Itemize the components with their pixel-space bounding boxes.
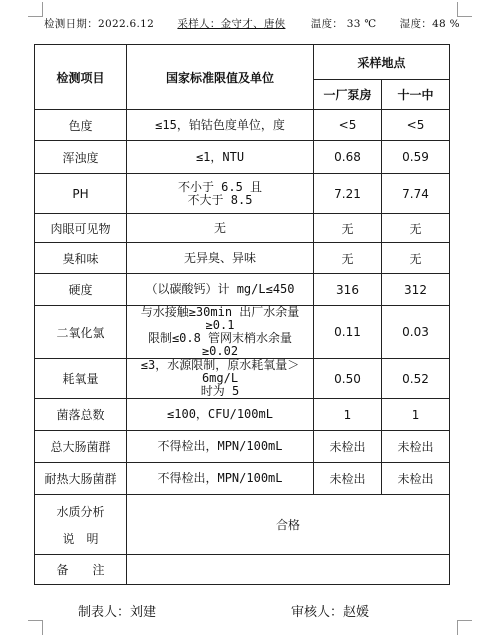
header-location: 采样地点: [314, 45, 450, 80]
table-row: [35, 110, 450, 141]
table-row: [35, 214, 450, 243]
row-value-site-1: <5: [314, 110, 382, 141]
row-standard: [127, 359, 314, 399]
row-value-site-2: 未检出: [382, 463, 450, 495]
row-value-site-1: 未检出: [314, 463, 382, 495]
analysis-result: 合格: [127, 495, 450, 555]
table-row: [35, 359, 450, 399]
water-quality-table: [34, 44, 450, 585]
row-value-site-1: 0.11: [314, 306, 382, 359]
row-item: 硬度: [35, 274, 127, 306]
row-standard-line-1: 与水接触≥30min 出厂水余量≥0.1: [140, 305, 300, 332]
row-value-site-1: 1: [314, 399, 382, 431]
row-value-site-1: 未检出: [314, 431, 382, 463]
row-standard: （以碳酸钙）计 mg/L≤450: [127, 274, 314, 306]
table-maker: 制表人：刘建: [78, 605, 157, 620]
row-item: 菌落总数: [35, 399, 127, 431]
row-standard-line-2: 不大于 8.5: [187, 192, 253, 207]
remarks-value: [127, 555, 450, 585]
table-row: [35, 399, 450, 431]
row-value-site-2: 0.59: [382, 141, 450, 174]
row-standard: 无异臭、异味: [127, 243, 314, 274]
table-row: [35, 243, 450, 274]
row-item: 耐热大肠菌群: [35, 463, 127, 495]
row-standard: 无: [127, 214, 314, 243]
humidity: 湿度：48 %: [399, 18, 460, 30]
table-row: [35, 431, 450, 463]
crop-mark-top-right: [457, 2, 472, 17]
row-item: 色度: [35, 110, 127, 141]
row-value-site-1: 0.50: [314, 359, 382, 399]
row-standard-line-2: 限制≤0.8 管网末梢水余量≥0.02: [147, 331, 293, 358]
row-item: 总大肠菌群: [35, 431, 127, 463]
row-standard: ≤15，铂钴色度单位，度: [127, 110, 314, 141]
row-item: 二氧化氯: [35, 306, 127, 359]
row-value-site-1: 7.21: [314, 174, 382, 214]
sampling-info-line: [44, 16, 464, 31]
row-value-site-2: 0.03: [382, 306, 450, 359]
row-value-site-2: <5: [382, 110, 450, 141]
header-item: 检测项目: [35, 45, 127, 110]
analysis-label-line-1: 水质分析: [56, 504, 105, 519]
temperature: 温度： 33 ℃: [310, 18, 377, 30]
row-item: 浑浊度: [35, 141, 127, 174]
row-value-site-1: 0.68: [314, 141, 382, 174]
row-value-site-2: 7.74: [382, 174, 450, 214]
row-value-site-1: 无: [314, 243, 382, 274]
row-value-site-2: 0.52: [382, 359, 450, 399]
row-item: 耗氧量: [35, 359, 127, 399]
samplers: 采样人：金守才、唐俠: [177, 18, 286, 30]
crop-mark-bottom-right: [457, 620, 472, 635]
row-item: PH: [35, 174, 127, 214]
analysis-row: [35, 495, 450, 555]
row-standard-line-1: ≤3，水源限制，原水耗氧量＞6mg/L: [140, 358, 300, 385]
analysis-label: [35, 495, 127, 555]
row-value-site-1: 316: [314, 274, 382, 306]
row-value-site-2: 未检出: [382, 431, 450, 463]
row-standard: [127, 174, 314, 214]
remarks-row: [35, 555, 450, 585]
test-date: 检测日期：2022.6.12: [44, 18, 155, 30]
table-row: [35, 174, 450, 214]
header-site-2: 十一中: [382, 80, 450, 110]
header-site-1: 一厂泵房: [314, 80, 382, 110]
row-value-site-2: 312: [382, 274, 450, 306]
row-standard: ≤100，CFU/100mL: [127, 399, 314, 431]
table-row: [35, 274, 450, 306]
row-standard: [127, 306, 314, 359]
row-standard: ≤1，NTU: [127, 141, 314, 174]
table-row: [35, 141, 450, 174]
header-row: [35, 45, 450, 80]
table-row: [35, 463, 450, 495]
row-standard: 不得检出，MPN/100mL: [127, 463, 314, 495]
row-value-site-1: 无: [314, 214, 382, 243]
table-row: [35, 306, 450, 359]
row-standard-line-1: 不小于 6.5 且: [177, 179, 263, 194]
analysis-label-line-2: 说 明: [62, 531, 99, 546]
row-standard: 不得检出，MPN/100mL: [127, 431, 314, 463]
row-item: 臭和味: [35, 243, 127, 274]
header-standard: 国家标准限值及单位: [127, 45, 314, 110]
crop-mark-bottom-left: [28, 620, 43, 635]
row-standard-line-2: 时为 5: [200, 384, 240, 398]
crop-mark-top-left: [28, 2, 43, 17]
row-value-site-2: 无: [382, 243, 450, 274]
row-value-site-2: 无: [382, 214, 450, 243]
table-reviewer: 审核人：赵媛: [291, 605, 370, 620]
row-item: 肉眼可见物: [35, 214, 127, 243]
row-value-site-2: 1: [382, 399, 450, 431]
remarks-label: 备 注: [35, 555, 127, 585]
